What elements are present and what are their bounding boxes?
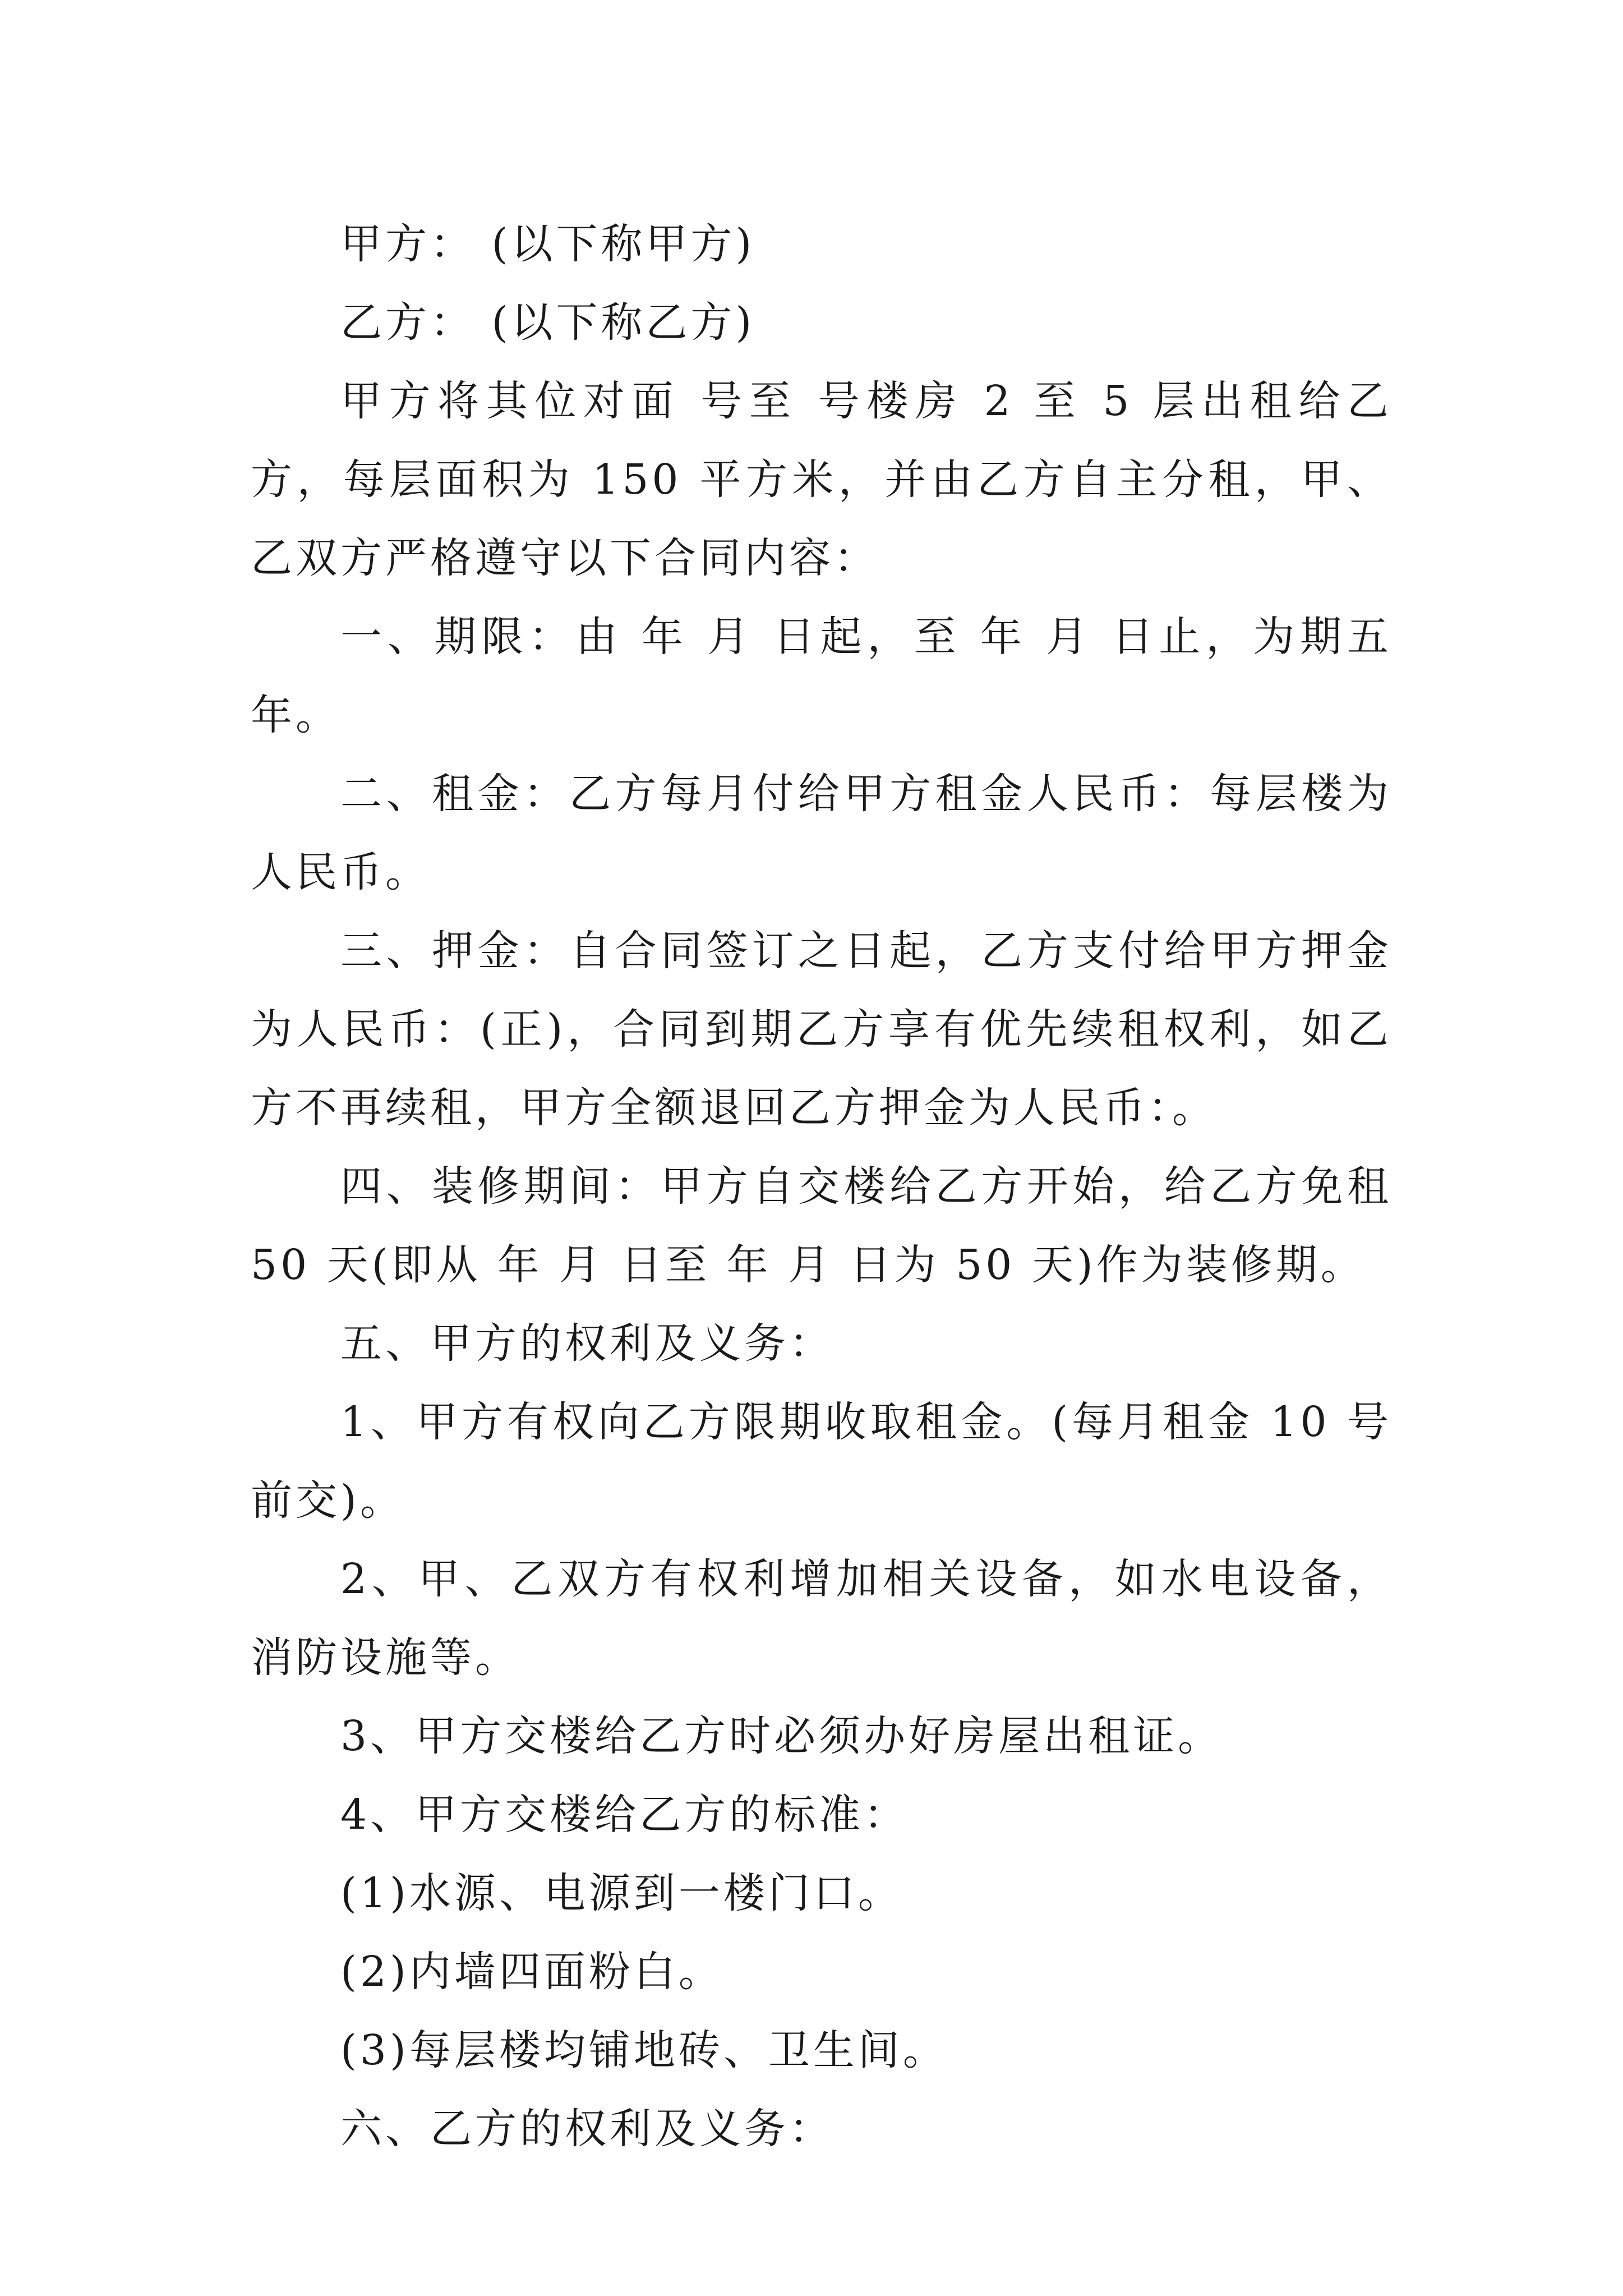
standard-item-3: (3)每层楼均铺地砖、卫生间。 bbox=[340, 2026, 948, 2074]
clause-deposit: 三、押金：自合同签订之日起，乙方支付给甲方押金为人民币：(正)，合同到期乙方享有优先续租权利，如乙方不再续租，甲方全额退回乙方押金为人民币：。 bbox=[251, 927, 1392, 1132]
party-a-line: 甲方： (以下称甲方) bbox=[340, 220, 755, 268]
party-a-item-3: 3、甲方交楼给乙方时必须办好房屋出租证。 bbox=[340, 1712, 1223, 1760]
party-a-item-4: 4、甲方交楼给乙方的标准： bbox=[340, 1791, 909, 1839]
party-a-item-1: 1、甲方有权向乙方限期收取租金。(每月租金 10 号前交)。 bbox=[251, 1398, 1392, 1525]
standard-item-2: (2)内墙四面粉白。 bbox=[340, 1948, 723, 1996]
contract-intro: 甲方将其位对面 号至 号楼房 2 至 5 层出租给乙方，每层面积为 150 平方米，并由乙方自主分租，甲、乙双方严格遵守以下合同内容： bbox=[251, 377, 1392, 582]
party-a-item-2: 2、甲、乙双方有权利增加相关设备，如水电设备，消防设施等。 bbox=[251, 1555, 1392, 1682]
clause-renovation: 四、装修期间：甲方自交楼给乙方开始，给乙方免租 50 天(即从 年 月 日至 年 月 日为 50 天)作为装修期。 bbox=[251, 1162, 1392, 1289]
party-b-line: 乙方： (以下称乙方) bbox=[340, 298, 755, 347]
document-page bbox=[251, 205, 1392, 2168]
clause-party-a-rights: 五、甲方的权利及义务： bbox=[340, 1319, 834, 1368]
standard-item-1: (1)水源、电源到一楼门口。 bbox=[340, 1869, 903, 1917]
clause-party-b-rights: 六、乙方的权利及义务： bbox=[340, 2105, 834, 2153]
clause-rent: 二、租金：乙方每月付给甲方租金人民币：每层楼为人民币。 bbox=[251, 770, 1392, 896]
clause-term: 一、期限：由 年 月 日起，至 年 月 日止，为期五年。 bbox=[251, 613, 1392, 739]
